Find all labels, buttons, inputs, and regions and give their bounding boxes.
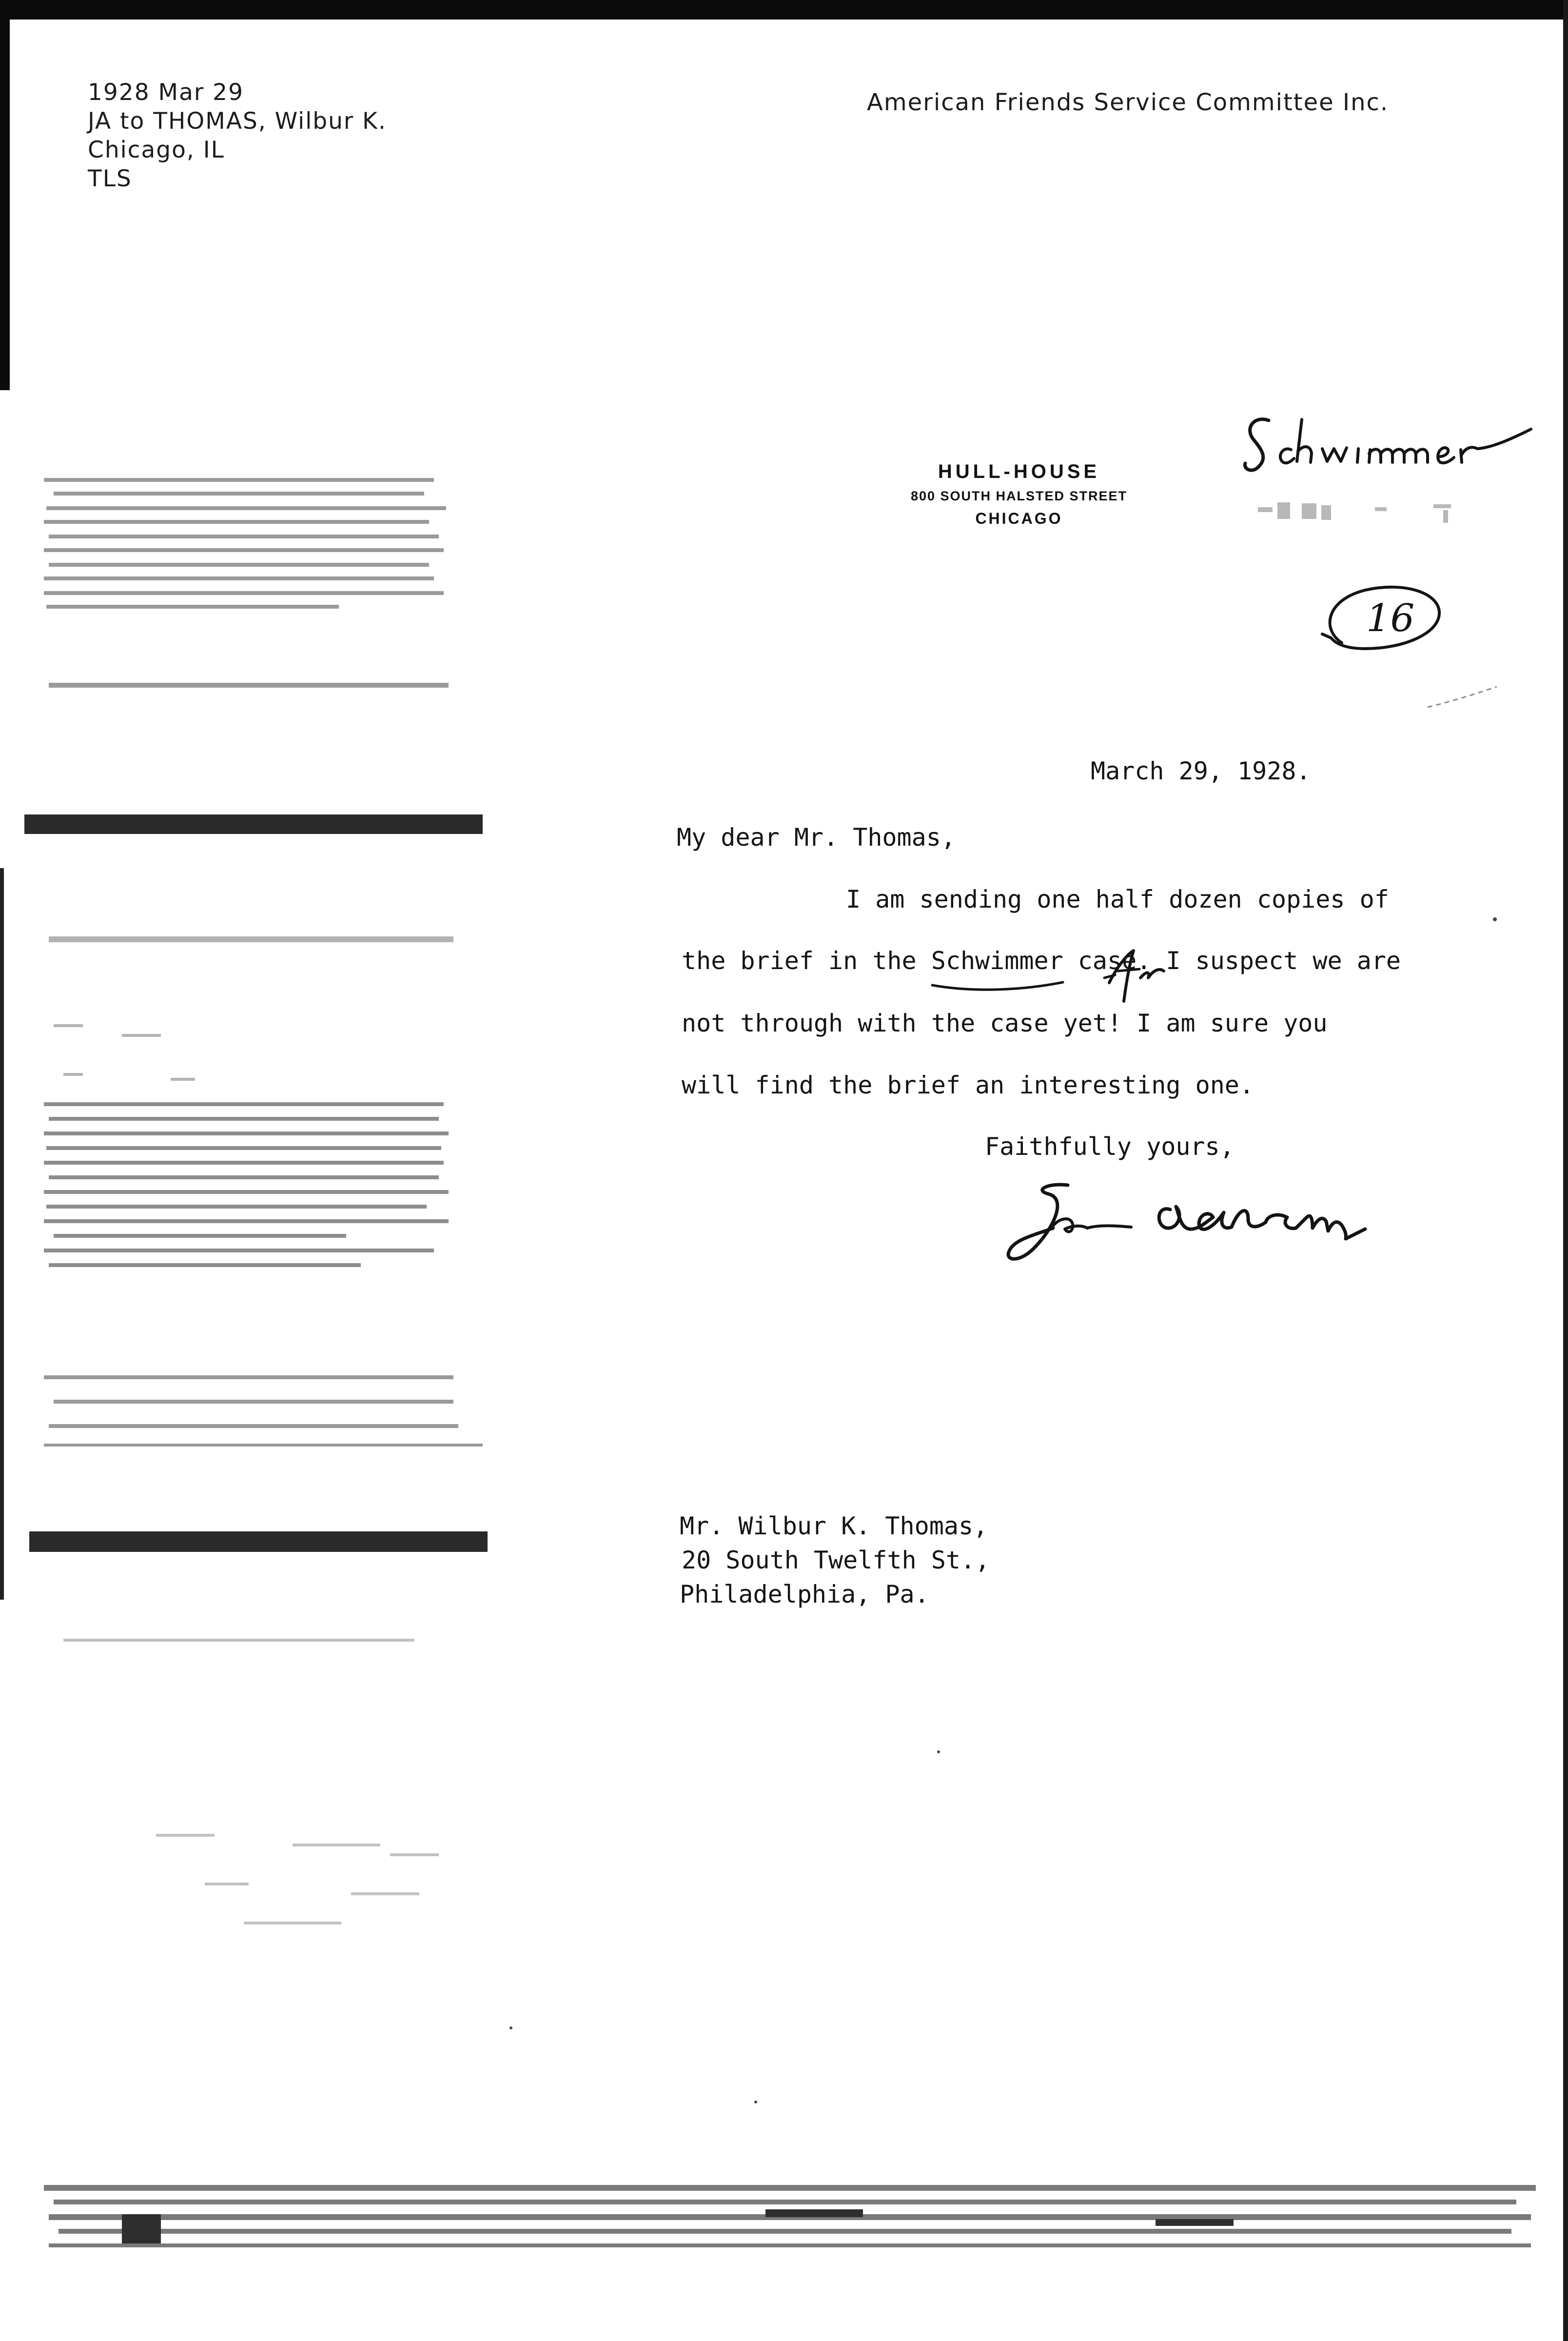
letter-body-line-2: the brief in the Schwimmer case. I suspect we are <box>682 947 1401 975</box>
letter-body-line-4: will find the brief an interesting one. <box>682 1071 1254 1099</box>
letterhead-city: CHICAGO <box>975 510 1063 527</box>
archival-correspondents: JA to THOMAS, Wilbur K. <box>88 108 387 135</box>
circled-number-text: 16 <box>1366 596 1415 640</box>
letter-body-line-3: not through with the case yet! I am sure you <box>682 1009 1328 1037</box>
letterhead-name: HULL-HOUSE <box>938 461 1100 482</box>
archival-doc-type: TLS <box>88 165 132 192</box>
letter-salutation: My dear Mr. Thomas, <box>677 823 956 852</box>
recipient-line-1: Mr. Wilbur K. Thomas, <box>680 1512 988 1540</box>
letterhead-street: 800 SOUTH HALSTED STREET <box>910 489 1128 503</box>
letter-date: March 29, 1928. <box>1091 757 1311 785</box>
letter-closing: Faithfully yours, <box>985 1132 1235 1161</box>
organization-name: American Friends Service Committee Inc. <box>867 89 1389 116</box>
recipient-line-2: 20 South Twelfth St., <box>682 1546 990 1574</box>
letter-body-line-1: I am sending one half dozen copies of <box>846 885 1389 913</box>
recipient-line-3: Philadelphia, Pa. <box>680 1580 929 1608</box>
archival-date: 1928 Mar 29 <box>88 79 244 106</box>
archival-place: Chicago, IL <box>88 137 225 163</box>
